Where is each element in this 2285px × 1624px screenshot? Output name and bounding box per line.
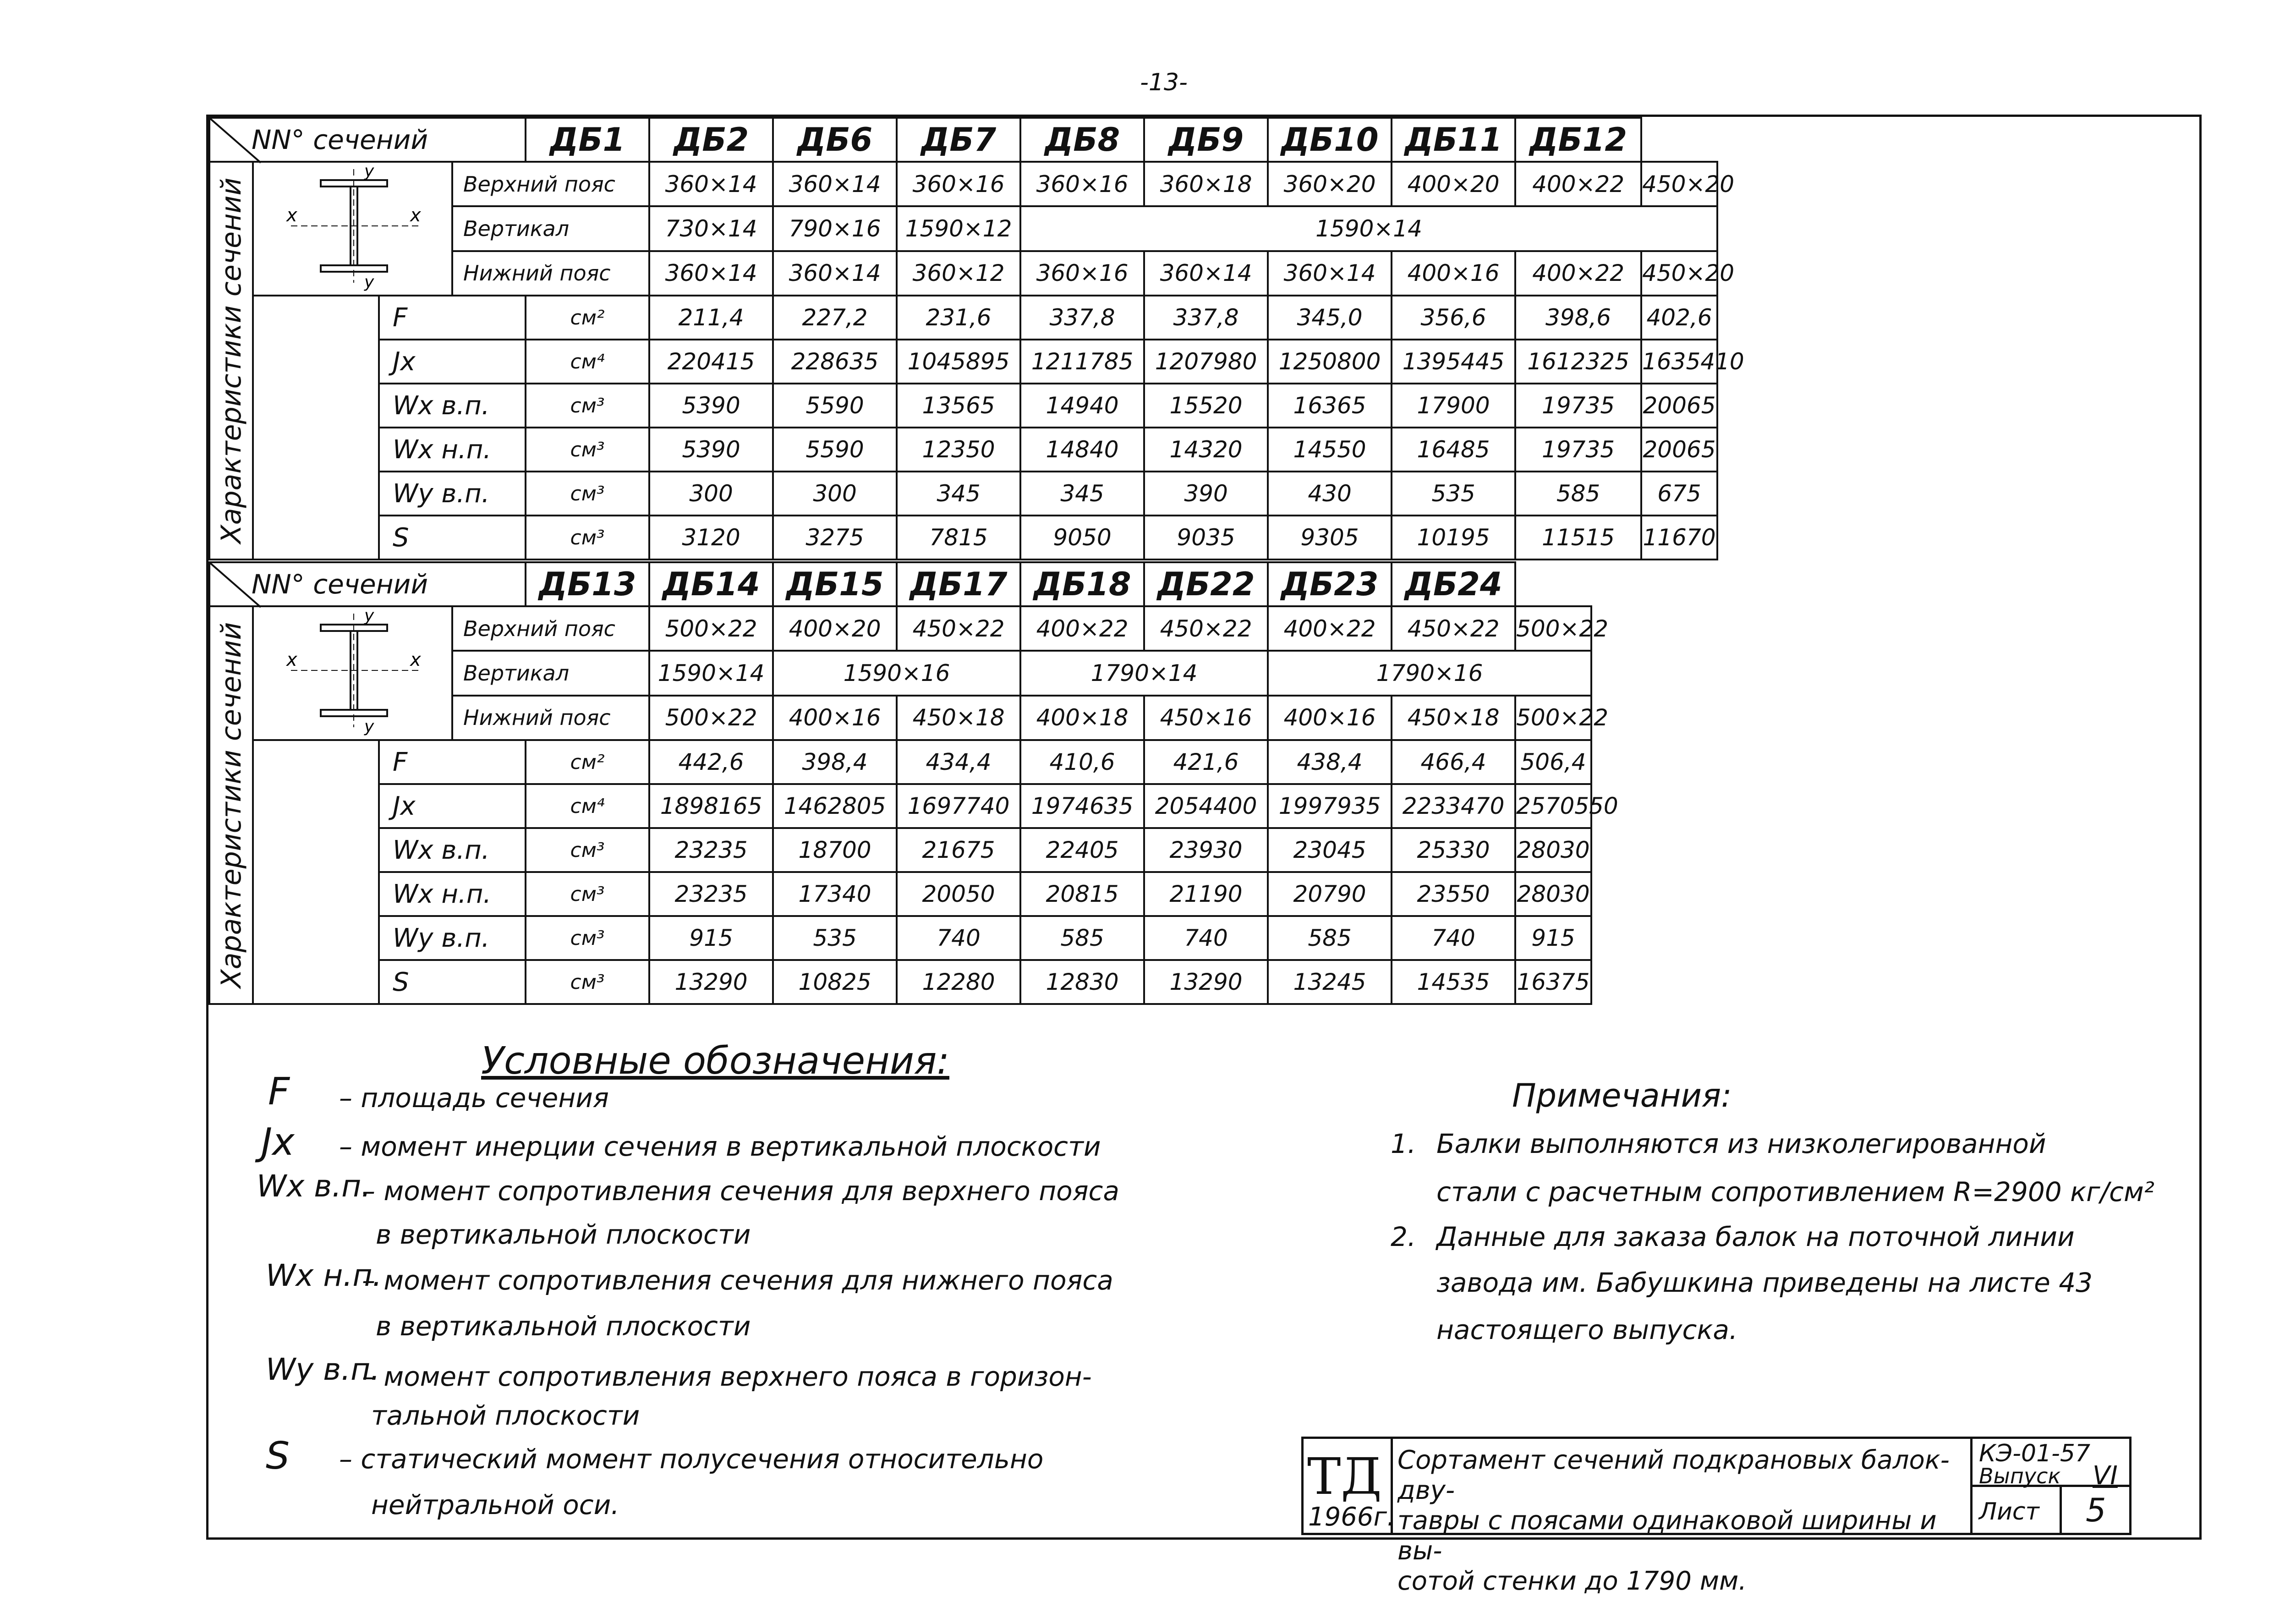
side-label: Характеристики сечений [215,177,247,544]
value-cell: 356,6 [1392,296,1515,340]
header-cell: ДБ24 [1392,562,1515,606]
value-cell: 740 [1392,916,1515,960]
legend-symbol: F [268,1070,290,1114]
blank-cell [253,740,379,1004]
note-text: настоящего выпуска. [1436,1314,1738,1345]
value-cell: 345 [1020,472,1144,516]
value-cell: 14320 [1144,428,1268,472]
value-cell: 16375 [1515,960,1591,1004]
bottom-flange-cell: 500×22 [1515,696,1591,740]
header-cell: ДБ22 [1144,562,1268,606]
value-cell: 1697740 [897,784,1020,828]
value-cell: 14550 [1268,428,1392,472]
note-text: завода им. Бабушкина приведены на листе 43 [1436,1267,2093,1298]
row-label: Wy в.п. [379,472,526,516]
note-number: 2. [1391,1221,1416,1252]
sections-table-1 [208,117,1744,560]
value-cell: 3120 [649,516,773,560]
value-cell: 398,4 [773,740,897,784]
header-cell: ДБ7 [897,118,1020,162]
header-cell: ДБ11 [1392,118,1515,162]
corner-diagonal [210,119,261,163]
bottom-flange-cell: 360×12 [897,251,1020,296]
unit-cell: см³ [526,384,649,428]
value-cell: 220415 [649,340,773,384]
header-cell: ДБ8 [1020,118,1144,162]
bottom-flange-label: Нижний пояс [452,251,649,296]
stamp-description: сотой стенки до 1790 мм. [1397,1566,1747,1596]
unit-cell: см³ [526,960,649,1004]
bottom-flange-cell: 400×22 [1515,251,1641,296]
value-cell: 23930 [1144,828,1268,872]
row-label: S [379,960,526,1004]
value-cell: 20815 [1020,872,1144,916]
stamp-description: Сортамент сечений подкрановых балок-дву- [1397,1445,1950,1505]
top-flange-cell: 360×18 [1144,162,1268,206]
bottom-flange-cell: 360×14 [773,251,897,296]
legend-text-continued: нейтральной оси. [371,1489,619,1520]
note-text: стали с расчетным сопротивлением R=2900 кг/см² [1436,1176,2155,1207]
value-cell: 11515 [1515,516,1641,560]
unit-cell: см³ [526,428,649,472]
top-flange-cell: 400×20 [1392,162,1515,206]
axis-x-right: x [410,205,421,226]
value-cell: 17340 [773,872,897,916]
top-flange-cell: 360×16 [1020,162,1144,206]
legend-symbol: Wx н.п. [266,1258,382,1293]
value-cell: 211,4 [649,296,773,340]
top-flange-cell: 400×22 [1268,606,1392,651]
legend-text: – момент инерции сечения в вертикальной плоскости [339,1131,1101,1162]
stamp-org: ТД [1307,1447,1382,1506]
value-cell: 402,6 [1641,296,1717,340]
side-label-cell [209,162,253,560]
value-cell: 915 [1515,916,1591,960]
row-label: F [379,740,526,784]
top-flange-cell: 450×22 [1144,606,1268,651]
value-cell: 300 [773,472,897,516]
bottom-flange-cell: 400×18 [1020,696,1144,740]
top-flange-cell: 360×20 [1268,162,1392,206]
value-cell: 421,6 [1144,740,1268,784]
top-flange-cell: 450×20 [1641,162,1717,206]
value-cell: 9035 [1144,516,1268,560]
i-beam-section-cell [253,162,452,296]
legend-symbol: Wy в.п. [266,1352,380,1387]
bottom-flange-label: Нижний пояс [452,696,649,740]
value-cell: 1898165 [649,784,773,828]
value-cell: 10195 [1392,516,1515,560]
nn-label-cell [209,562,526,606]
value-cell: 12280 [897,960,1020,1004]
value-cell: 585 [1268,916,1392,960]
value-cell: 14840 [1020,428,1144,472]
value-cell: 410,6 [1020,740,1144,784]
unit-cell: см⁴ [526,784,649,828]
legend-text: – момент сопротивления верхнего пояса в горизон- [362,1361,1092,1392]
notes-title: Примечания: [1512,1077,1732,1114]
value-cell: 1974635 [1020,784,1144,828]
value-cell: 12350 [897,428,1020,472]
note-text: Балки выполняются из низколегированной [1436,1128,2046,1159]
legend-symbol: Wx в.п. [257,1169,371,1204]
bottom-flange-cell: 450×18 [897,696,1020,740]
value-cell: 13290 [1144,960,1268,1004]
value-cell: 15520 [1144,384,1268,428]
value-cell: 227,2 [773,296,897,340]
value-cell: 19735 [1515,428,1641,472]
bottom-flange-cell: 360×14 [649,251,773,296]
nn-label-cell [209,118,526,162]
unit-cell: см³ [526,516,649,560]
side-label: Характеристики сечений [215,622,247,988]
value-cell: 506,4 [1515,740,1591,784]
legend-symbol: S [266,1434,290,1478]
value-cell: 1207980 [1144,340,1268,384]
value-cell: 9050 [1020,516,1144,560]
value-cell: 23045 [1268,828,1392,872]
stamp-sheet-label: Лист [1979,1498,2039,1525]
value-cell: 300 [649,472,773,516]
corner-diagonal [210,563,261,607]
value-cell: 228635 [773,340,897,384]
value-cell: 1250800 [1268,340,1392,384]
value-cell: 1997935 [1268,784,1392,828]
stamp-year: 1966г. [1308,1502,1395,1532]
row-label: Wy в.п. [379,916,526,960]
stamp-issue: VI [2093,1461,2118,1491]
value-cell: 442,6 [649,740,773,784]
bottom-flange-cell: 450×18 [1392,696,1515,740]
legend-text-continued: тальной плоскости [371,1400,640,1431]
stamp-description-cell [1391,1437,1973,1596]
value-cell: 438,4 [1268,740,1392,784]
row-label: Wx в.п. [379,384,526,428]
value-cell: 5590 [773,384,897,428]
axis-x-left: x [286,649,297,670]
value-cell: 740 [1144,916,1268,960]
row-label: Wx в.п. [379,828,526,872]
value-cell: 20790 [1268,872,1392,916]
legend-text-continued: в вертикальной плоскости [376,1219,751,1250]
top-flange-cell: 400×20 [773,606,897,651]
value-cell: 11670 [1641,516,1717,560]
value-cell: 430 [1268,472,1392,516]
vertical-merged-cell: 1590×14 [1020,206,1717,251]
value-cell: 25330 [1392,828,1515,872]
row-label: S [379,516,526,560]
value-cell: 585 [1515,472,1641,516]
top-flange-cell: 360×16 [897,162,1020,206]
header-cell: ДБ18 [1020,562,1144,606]
value-cell: 3275 [773,516,897,560]
vertical-label: Вертикал [452,206,649,251]
value-cell: 21675 [897,828,1020,872]
bottom-flange-cell: 450×16 [1144,696,1268,740]
value-cell: 1635410 [1641,340,1717,384]
nn-label: NN° сечений [252,124,428,155]
vertical-cell: 1590×14 [649,651,773,695]
i-beam-section-cell [253,606,452,740]
i-beam-icon [254,163,451,289]
value-cell: 21190 [1144,872,1268,916]
value-cell: 28030 [1515,872,1591,916]
value-cell: 535 [1392,472,1515,516]
value-cell: 20065 [1641,384,1717,428]
value-cell: 1612325 [1515,340,1641,384]
value-cell: 7815 [897,516,1020,560]
value-cell: 1211785 [1020,340,1144,384]
value-cell: 18700 [773,828,897,872]
unit-cell: см² [526,296,649,340]
value-cell: 5390 [649,384,773,428]
note-number: 1. [1391,1128,1416,1159]
value-cell: 20050 [897,872,1020,916]
top-flange-cell: 450×22 [897,606,1020,651]
value-cell: 2233470 [1392,784,1515,828]
vertical-cell: 730×14 [649,206,773,251]
top-flange-cell: 400×22 [1020,606,1144,651]
legend-text: – площадь сечения [339,1082,609,1114]
unit-cell: см³ [526,828,649,872]
value-cell: 740 [897,916,1020,960]
bottom-flange-cell: 360×14 [1144,251,1268,296]
bottom-flange-cell: 500×22 [649,696,773,740]
value-cell: 345,0 [1268,296,1392,340]
value-cell: 231,6 [897,296,1020,340]
header-cell: ДБ13 [526,562,649,606]
bottom-flange-cell: 360×16 [1020,251,1144,296]
value-cell: 12830 [1020,960,1144,1004]
value-cell: 337,8 [1020,296,1144,340]
side-label-cell [209,606,253,1004]
value-cell: 345 [897,472,1020,516]
value-cell: 5590 [773,428,897,472]
header-cell: ДБ6 [773,118,897,162]
value-cell: 17900 [1392,384,1515,428]
top-flange-cell: 450×22 [1392,606,1515,651]
vertical-label: Вертикал [452,651,649,695]
value-cell: 337,8 [1144,296,1268,340]
stamp-sheet-cell [2060,1485,2132,1535]
value-cell: 10825 [773,960,897,1004]
stamp-org-cell [1301,1437,1393,1535]
stamp-issue-label: Выпуск [1979,1464,2061,1488]
stamp-code-cell [1970,1437,2132,1491]
legend-text: – момент сопротивления сечения для верхнего пояса [362,1175,1119,1207]
vertical-merged-cell: 1790×16 [1268,651,1591,695]
page-number: -13- [1140,69,1188,96]
header-cell: ДБ17 [897,562,1020,606]
header-cell: ДБ23 [1268,562,1392,606]
unit-cell: см³ [526,472,649,516]
title-block [1301,1437,2195,1596]
unit-cell: см⁴ [526,340,649,384]
row-label: Jx [379,784,526,828]
stamp-sheet-label-cell [1970,1485,2062,1535]
bottom-flange-cell: 360×14 [1268,251,1392,296]
value-cell: 13290 [649,960,773,1004]
row-label: Wx н.п. [379,872,526,916]
stamp-sheet: 5 [2086,1492,2106,1529]
axis-y-top: y [364,162,374,181]
header-cell: ДБ14 [649,562,773,606]
header-cell: ДБ2 [649,118,773,162]
unit-cell: см² [526,740,649,784]
value-cell: 20065 [1641,428,1717,472]
value-cell: 535 [773,916,897,960]
value-cell: 14940 [1020,384,1144,428]
value-cell: 2570550 [1515,784,1591,828]
header-cell: ДБ15 [773,562,897,606]
axis-y-bottom: y [364,273,374,291]
note-text: Данные для заказа балок на поточной линии [1436,1221,2075,1252]
header-cell: ДБ1 [526,118,649,162]
bottom-flange-cell: 400×16 [1268,696,1392,740]
value-cell: 585 [1020,916,1144,960]
top-flange-cell: 360×14 [649,162,773,206]
header-cell: ДБ10 [1268,118,1392,162]
header-cell: ДБ12 [1515,118,1641,162]
blank-cell [253,296,379,560]
value-cell: 23550 [1392,872,1515,916]
value-cell: 390 [1144,472,1268,516]
value-cell: 16485 [1392,428,1515,472]
top-flange-label: Верхний пояс [452,162,649,206]
value-cell: 2054400 [1144,784,1268,828]
legend-text: – момент сопротивления сечения для нижнего пояса [362,1265,1113,1296]
legend-title: Условные обозначения: [481,1039,949,1083]
value-cell: 13245 [1268,960,1392,1004]
row-label: Wx н.п. [379,428,526,472]
value-cell: 1462805 [773,784,897,828]
vertical-merged-cell: 1590×16 [773,651,1020,695]
stamp-code: КЭ-01-57 [1979,1440,2091,1467]
value-cell: 22405 [1020,828,1144,872]
header-cell: ДБ9 [1144,118,1268,162]
vertical-merged-cell: 1790×14 [1020,651,1268,695]
value-cell: 23235 [649,828,773,872]
value-cell: 398,6 [1515,296,1641,340]
vertical-cell: 790×16 [773,206,897,251]
vertical-cell: 1590×12 [897,206,1020,251]
top-flange-cell: 400×22 [1515,162,1641,206]
legend-text: – статический момент полусечения относительно [339,1443,1044,1475]
axis-y-bottom: y [364,717,374,736]
axis-x-left: x [286,205,297,226]
sections-table-2 [208,561,1618,1005]
axis-x-right: x [410,649,421,670]
value-cell: 28030 [1515,828,1591,872]
top-flange-cell: 360×14 [773,162,897,206]
unit-cell: см³ [526,916,649,960]
row-label: Jx [379,340,526,384]
value-cell: 1395445 [1392,340,1515,384]
bottom-flange-cell: 400×16 [773,696,897,740]
value-cell: 16365 [1268,384,1392,428]
legend-symbol: Jx [261,1120,295,1164]
top-flange-cell: 500×22 [649,606,773,651]
value-cell: 23235 [649,872,773,916]
value-cell: 19735 [1515,384,1641,428]
top-flange-label: Верхний пояс [452,606,649,651]
value-cell: 915 [649,916,773,960]
bottom-flange-cell: 450×20 [1641,251,1717,296]
value-cell: 1045895 [897,340,1020,384]
value-cell: 9305 [1268,516,1392,560]
legend-text-continued: в вертикальной плоскости [376,1311,751,1342]
stamp-description: тавры с поясами одинаковой ширины и вы- [1397,1506,1937,1566]
i-beam-icon [254,607,451,734]
unit-cell: см³ [526,872,649,916]
value-cell: 675 [1641,472,1717,516]
row-label: F [379,296,526,340]
value-cell: 434,4 [897,740,1020,784]
axis-y-top: y [364,606,374,625]
value-cell: 466,4 [1392,740,1515,784]
value-cell: 14535 [1392,960,1515,1004]
bottom-flange-cell: 400×16 [1392,251,1515,296]
nn-label: NN° сечений [252,569,428,600]
value-cell: 5390 [649,428,773,472]
top-flange-cell: 500×22 [1515,606,1591,651]
value-cell: 13565 [897,384,1020,428]
